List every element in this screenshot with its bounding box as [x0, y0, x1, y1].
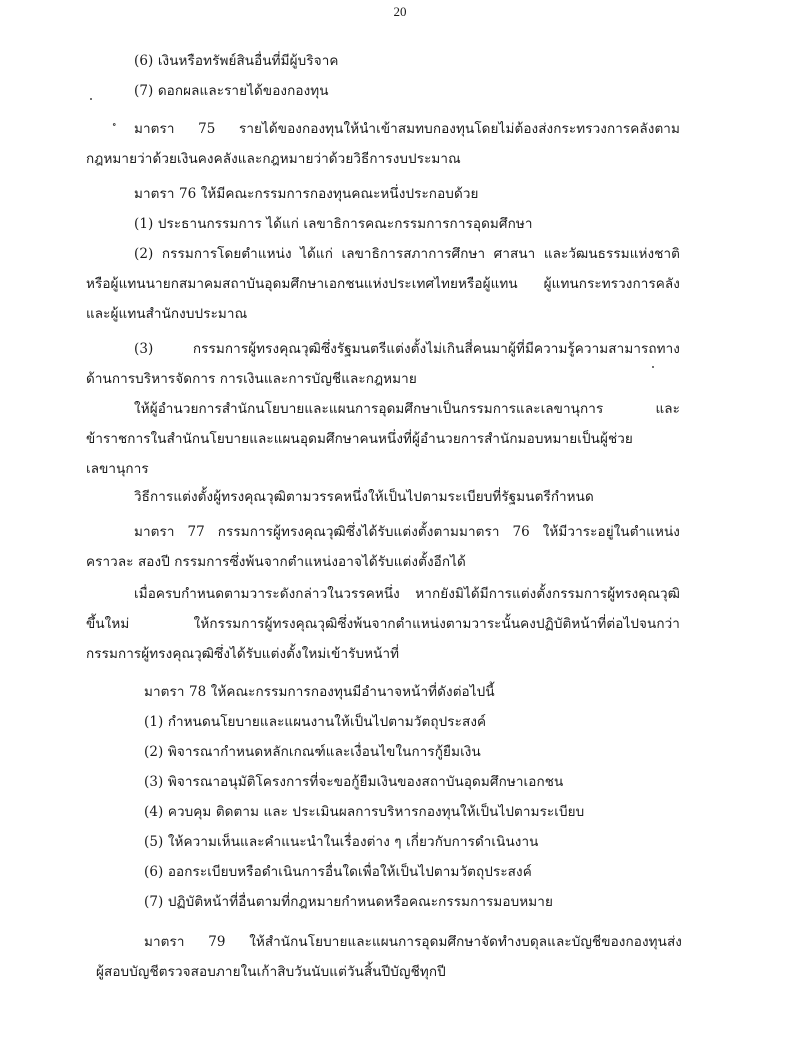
section-76-item-3-line-2: ด้านการบริหารจัดการ การเงินและการบัญชีและกฎหมาย [86, 371, 417, 387]
section-76-item-2-line-1: (2) กรรมการโดยตำแหน่ง ได้แก่ เลขาธิการสภาการศึกษา ศาสนา และวัฒนธรรมแห่งชาติ [134, 246, 680, 262]
section-76-secretary-line-3: เลขานุการ [86, 461, 149, 477]
section-77-para-2-line-1: เมื่อครบกำหนดตามวาระดังกล่าวในวรรคหนึ่ง หากยังมิได้มีการแต่งตั้งกรรมการผู้ทรงคุณวุฒิ [134, 586, 680, 602]
section-78-item-4: (4) ควบคุม ติดตาม และ ประเมินผลการบริหารกองทุนให้เป็นไปตามระเบียบ [144, 804, 585, 820]
section-79-line-2: ผู้สอบบัญชีตรวจสอบภายในเก้าสิบวันนับแต่วันสิ้นปีบัญชีทุกปี [96, 964, 446, 980]
section-78-item-6: (6) ออกระเบียบหรือดำเนินการอื่นใดเพื่อให้เป็นไปตามวัตถุประสงค์ [144, 864, 532, 880]
section-77-para-2-line-2: ขึ้นใหม่ ให้กรรมการผู้ทรงคุณวุฒิซึ่งพ้นจากตำแหน่งตามวาระนั้นคงปฏิบัติหน้าที่ต่อไปจนกว่า [86, 616, 680, 632]
section-75-line-2: กฎหมายว่าด้วยเงินคงคลังและกฎหมายว่าด้วยวิธีการงบประมาณ [86, 151, 461, 167]
section-78-item-7: (7) ปฏิบัติหน้าที่อื่นตามที่กฎหมายกำหนดหรือคณะกรรมการมอบหมาย [144, 894, 553, 910]
section-76-appointment: วิธีการแต่งตั้งผู้ทรงคุณวุฒิตามวรรคหนึ่งให้เป็นไปตามระเบียบที่รัฐมนตรีกำหนด [134, 489, 594, 505]
section-77-line-2: คราวละ สองปี กรรมการซึ่งพ้นจากตำแหน่งอาจได้รับแต่งตั้งอีกได้ [86, 554, 466, 570]
section-76-item-3-line-1: (3) กรรมการผู้ทรงคุณวุฒิซึ่งรัฐมนตรีแต่งตั้งไม่เกินสี่คนมาผู้ที่มีความรู้ความสามารถทาง [134, 341, 680, 357]
page-number: 20 [393, 4, 407, 19]
section-78-item-2: (2) พิจารณากำหนดหลักเกณฑ์และเงื่อนไขในการกู้ยืมเงิน [144, 744, 481, 760]
section-76-item-1: (1) ประธานกรรมการ ได้แก่ เลขาธิการคณะกรรมการการอุดมศึกษา [134, 216, 533, 232]
section-76-item-2-line-3: และผู้แทนสำนักงบประมาณ [86, 306, 248, 322]
section-76-secretary-line-2: ข้าราชการในสำนักนโยบายและแผนอุดมศึกษาคนหนึ่งที่ผู้อำนวยการสำนักมอบหมายเป็นผู้ช่วย [86, 431, 633, 447]
item-7-interest-income: (7) ดอกผลและรายได้ของกองทุน [134, 83, 329, 99]
section-78-item-5: (5) ให้ความเห็นและคำแนะนำในเรื่องต่าง ๆ เกี่ยวกับการดำเนินงาน [144, 834, 539, 850]
section-76-heading: มาตรา 76 ให้มีคณะกรรมการกองทุนคณะหนึ่งประกอบด้วย [134, 186, 479, 202]
section-79-line-1: มาตรา 79 ให้สำนักนโยบายและแผนการอุดมศึกษาจัดทำงบดุลและบัญชีของกองทุนส่ง [144, 934, 682, 950]
item-6-donations: (6) เงินหรือทรัพย์สินอื่นที่มีผู้บริจาค [134, 53, 339, 69]
section-78-item-1: (1) กำหนดนโยบายและแผนงานให้เป็นไปตามวัตถุประสงค์ [144, 714, 487, 730]
section-75-line-1: มาตรา 75 รายได้ของกองทุนให้นำเข้าสมทบกองทุนโดยไม่ต้องส่งกระทรวงการคลังตาม [134, 121, 680, 137]
section-77-para-2-line-3: กรรมการผู้ทรงคุณวุฒิซึ่งได้รับแต่งตั้งใหม่เข้ารับหน้าที่ [86, 646, 400, 662]
section-76-item-2-line-2: หรือผู้แทนนายกสมาคมสถาบันอุดมศึกษาเอกชนแห่งประเทศไทยหรือผู้แทน ผู้แทนกระทรวงการคลัง [86, 276, 680, 292]
section-78-item-3: (3) พิจารณาอนุมัติโครงการที่จะขอกู้ยืมเงินของสถาบันอุดมศึกษาเอกชน [144, 774, 564, 790]
scan-speck [652, 366, 654, 368]
section-78-heading: มาตรา 78 ให้คณะกรรมการกองทุนมีอำนาจหน้าที่ดังต่อไปนี้ [144, 684, 495, 700]
scan-speck [90, 98, 92, 100]
section-76-secretary-line-1: ให้ผู้อำนวยการสำนักนโยบายและแผนการอุดมศึกษาเป็นกรรมการและเลขานุการ และ [134, 401, 680, 417]
section-77-line-1: มาตรา 77 กรรมการผู้ทรงคุณวุฒิซึ่งได้รับแต่งตั้งตามมาตรา 76 ให้มีวาระอยู่ในตำแหน่ง [134, 524, 680, 540]
